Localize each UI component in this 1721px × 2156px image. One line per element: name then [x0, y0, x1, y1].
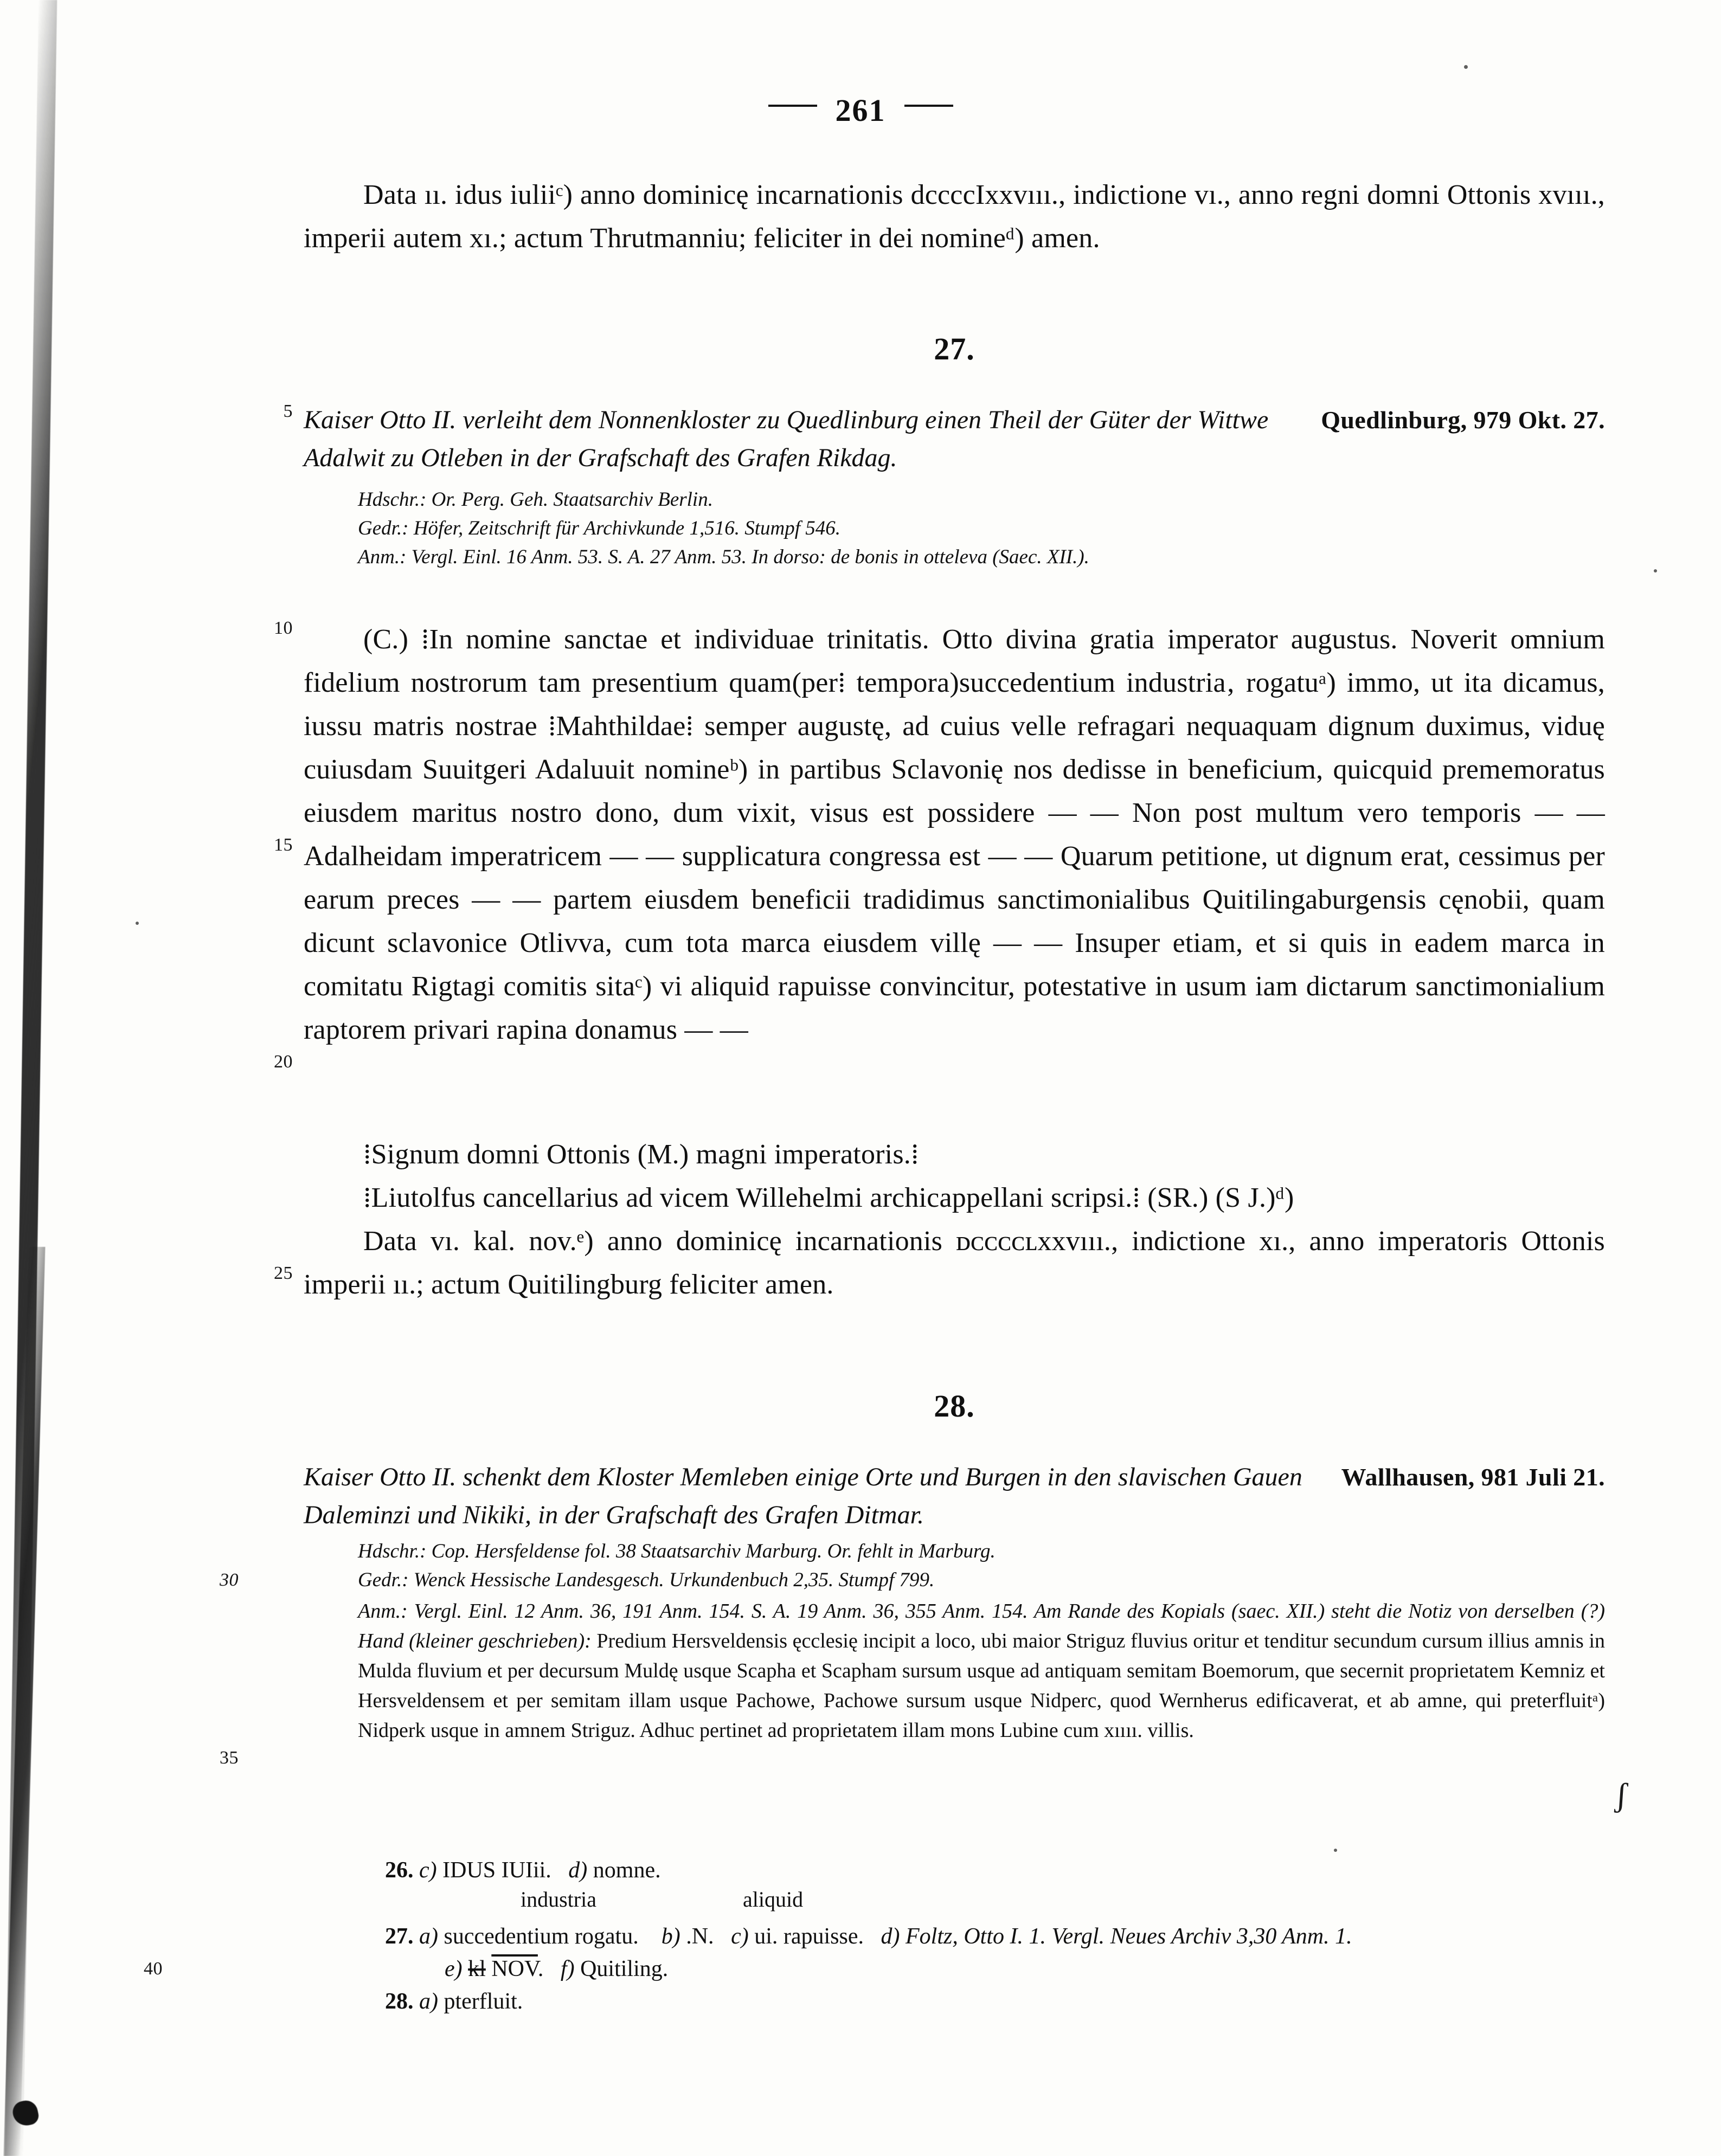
- page-header: [0, 92, 1721, 128]
- charter-28-anm-roman: Predium Hersveldensis ęcclesię incipit a loco, ubi maior Striguz fluvius oritur et tenditur secundum cursum illius amnis in Mulda fluvium et per decursum Muldę usque Scapha et Scapham sursum usque ad antiquam semitam Boemorum, que secernit proprietatem Kemniz et Hersveldensem et per semitam illam usque Pachowe, Pachowe sursum usque Nidperc, quod Wernherus edificaverat, et ab amne, qui preterfluitᵃ) Nidperk usque in amnem Striguz. Adhuc pertinet ad proprietatem illam mons Lubine cum xıııı. villis.: [358, 1630, 1606, 1742]
- header-rule-right: [904, 105, 953, 107]
- charter-27-datatio-line: Data vı. kal. nov.ᵉ) anno dominicę incarnationis ᴅᴄᴄᴄᴄʟxxvııı., indictione xı., anno imperatoris Ottonis imperii ıı.; actum Quitilingburg feliciter amen.: [304, 1226, 1605, 1300]
- charter-27-place-date: Quedlinburg, 979 Okt. 27.: [1321, 406, 1605, 434]
- charter-28-regest: Kaiser Otto II. schenkt dem Kloster Memleben einige Orte und Burgen in den slavischen Gauen Daleminzi und Nikiki, in der Grafschaft des Grafen Ditmar.: [304, 1463, 1302, 1529]
- charter-27-apparatus-gedr: Gedr.: Höfer, Zeitschrift für Archivkunde 1,516. Stumpf 546.: [358, 517, 840, 539]
- footnote-27-e-tail: .: [537, 1957, 544, 1981]
- footnote-row-28: [304, 1985, 1605, 2018]
- footnote-27-b-label: b): [661, 1924, 680, 1949]
- charter-27-apparatus-hdschr: Hdschr.: Or. Perg. Geh. Staatsarchiv Berlin.: [358, 488, 713, 511]
- charter-27-signum-line: ⁞Signum domni Ottonis (M.) magni imperatoris.⁞: [363, 1139, 919, 1170]
- footnote-26-d-text: nomne.: [593, 1858, 661, 1883]
- footnote-28-a-text: pterfluit.: [444, 1989, 523, 2014]
- footnote-apparatus: [144, 1854, 1605, 2018]
- charter-27-regest: Kaiser Otto II. verleiht dem Nonnenkloster zu Quedlinburg einen Theil der Güter der Wittwe Adalwit zu Otleben in der Grafschaft des Grafen Rikdag.: [304, 406, 1269, 472]
- charter-28-apparatus-hdschr: Hdschr.: Cop. Hersfeldense fol. 38 Staatsarchiv Marburg. Or. fehlt in Marburg.: [358, 1540, 996, 1562]
- footnote-27-f-text: Quitiling.: [580, 1957, 669, 1981]
- footnote-27-a-label: a): [419, 1924, 438, 1949]
- line-number-30: 30: [220, 1570, 239, 1590]
- page-number: 261: [835, 93, 886, 128]
- footnote-27-d-label: d): [881, 1924, 900, 1949]
- charter-28-place-date: Wallhausen, 981 Juli 21.: [1341, 1463, 1605, 1491]
- line-number-35: 35: [220, 1748, 239, 1768]
- footnote-charter-number-27: 27.: [385, 1924, 414, 1949]
- interlinear-gloss-aliquid: aliquid: [743, 1887, 804, 1912]
- line-number-5: 5: [283, 401, 293, 421]
- charter-28-apparatus-gedr-text: Gedr.: Wenck Hessische Landesgesch. Urkundenbuch 2,35. Stumpf 799.: [358, 1569, 935, 1591]
- footnote-27-d-text: Foltz, Otto I. 1. Vergl. Neues Archiv 3,30 Anm. 1.: [906, 1924, 1352, 1949]
- footnote-row-27-cont: [144, 1953, 1605, 1985]
- footnote-26-d-label: d): [568, 1858, 588, 1883]
- charter-27-apparatus-anm: Anm.: Vergl. Einl. 16 Anm. 53. S. A. 27 Anm. 53. In dorso: de bonis in otteleva (Saec. XII.).: [358, 546, 1089, 568]
- line-number-25: 25: [274, 1263, 293, 1283]
- footnote-charter-number-26: 26.: [385, 1858, 414, 1883]
- footnote-27-a-text: succedentium rogatu.: [444, 1924, 639, 1949]
- line-number-40: 40: [144, 1959, 163, 1979]
- line-number-10: 10: [274, 618, 293, 638]
- charter-28-anm-block: [220, 1597, 1606, 1768]
- charter-28-regest-block: [304, 1458, 1605, 1534]
- interlinear-gloss-industria: industria: [521, 1887, 596, 1912]
- line-number-20: 20: [274, 1052, 293, 1072]
- charter-27-number: 27.: [934, 331, 975, 366]
- footnote-27-f-label: f): [560, 1957, 575, 1981]
- footnote-27-e-struck: kl: [468, 1957, 486, 1981]
- charter-26-continued-text: Data ıı. idus iuliiᶜ) anno dominicę incarnationis dccccIxxvııı., indictione vı., anno regni domni Ottonis xvııı., imperii autem xı.; actum Thrutmanniu; feliciter in dei nomineᵈ) amen.: [304, 179, 1605, 254]
- header-rule-left: [768, 105, 817, 107]
- footnote-28-a-label: a): [419, 1989, 438, 2014]
- marginal-pencil-mark: ʃ: [1614, 1776, 1629, 1814]
- line-number-15: 15: [274, 835, 293, 855]
- charter-28-apparatus-gedr: [220, 1566, 1605, 1594]
- interlinear-glosses: [304, 1887, 1605, 1920]
- footnote-27-e-overlined: $\overline{NOV}$: [491, 1957, 538, 1981]
- charter-27-recognition-line: ⁞Liutolfus cancellarius ad vicem Willehelmi archicappellani scripsi.⁞ (SR.) (S J.)ᵈ): [363, 1182, 1294, 1213]
- footnote-27-e-label: e): [445, 1957, 463, 1981]
- footnote-27-c-text: ui. rapuisse.: [754, 1924, 864, 1949]
- charter-28-number: 28.: [934, 1388, 975, 1424]
- footnote-charter-number-28: 28.: [385, 1989, 414, 2014]
- charter-27-body-text: (C.) ⁞In nomine sanctae et individuae trinitatis. Otto divina gratia imperator augustus. Noverit omnium fidelium nostrorum tam presentium quam(per⁞ tempora)succedentium industria‚ rogatuᵃ) immo, ut ita dicamus, iussu matris nostrae ⁞Mahthildae⁞ semper augustę, ad cuius velle refragari nequaquam dignum duximus, viduę cuiusdam Suuitgeri Adaluuit nomineᵇ) in partibus Sclavonię nos dedisse in beneficium, quicquid prememoratus eiusdem maritus nostro dono, dum vixit, visus est possidere — — Non post multum vero temporis — — Adalheidam imperatricem — — supplicatura congressa est — — Quarum petitione, ut dignum erat, cessimus per earum preces — — partem eiusdem beneficii tradidimus sanctimonialibus Quitilingaburgensis cęnobii, quam dicunt sclavonice Otlivva, cum tota marca eiusdem villę — — Insuper etiam, et si quis in eadem marca in comitatu Rigtagi comitis sitaᶜ) vi aliquid rapuisse convincitur, potestative in usum iam dictarum sanctimonialium raptorem privari rapina donamus — —: [304, 624, 1605, 1045]
- footnote-row-27: [304, 1920, 1605, 1953]
- footnote-row-26: [304, 1854, 1605, 1887]
- footnote-26-c-label: c): [419, 1858, 437, 1883]
- charter-28-anm-italic: Anm.: Vergl. Einl. 12 Anm. 36, 191 Anm. 154. S. A. 19 Anm. 36, 355 Anm. 154. Am Rande des Kopials (saec. XII.) steht die Notiz von derselben (?) Hand (kleiner geschrieben):: [358, 1600, 1605, 1652]
- footnote-26-c-text: IDUS IUIii.: [442, 1858, 551, 1883]
- charter-27-regest-block: [304, 401, 1605, 477]
- footnote-27-c-label: c): [731, 1924, 749, 1949]
- footnote-27-b-text: .N.: [686, 1924, 714, 1949]
